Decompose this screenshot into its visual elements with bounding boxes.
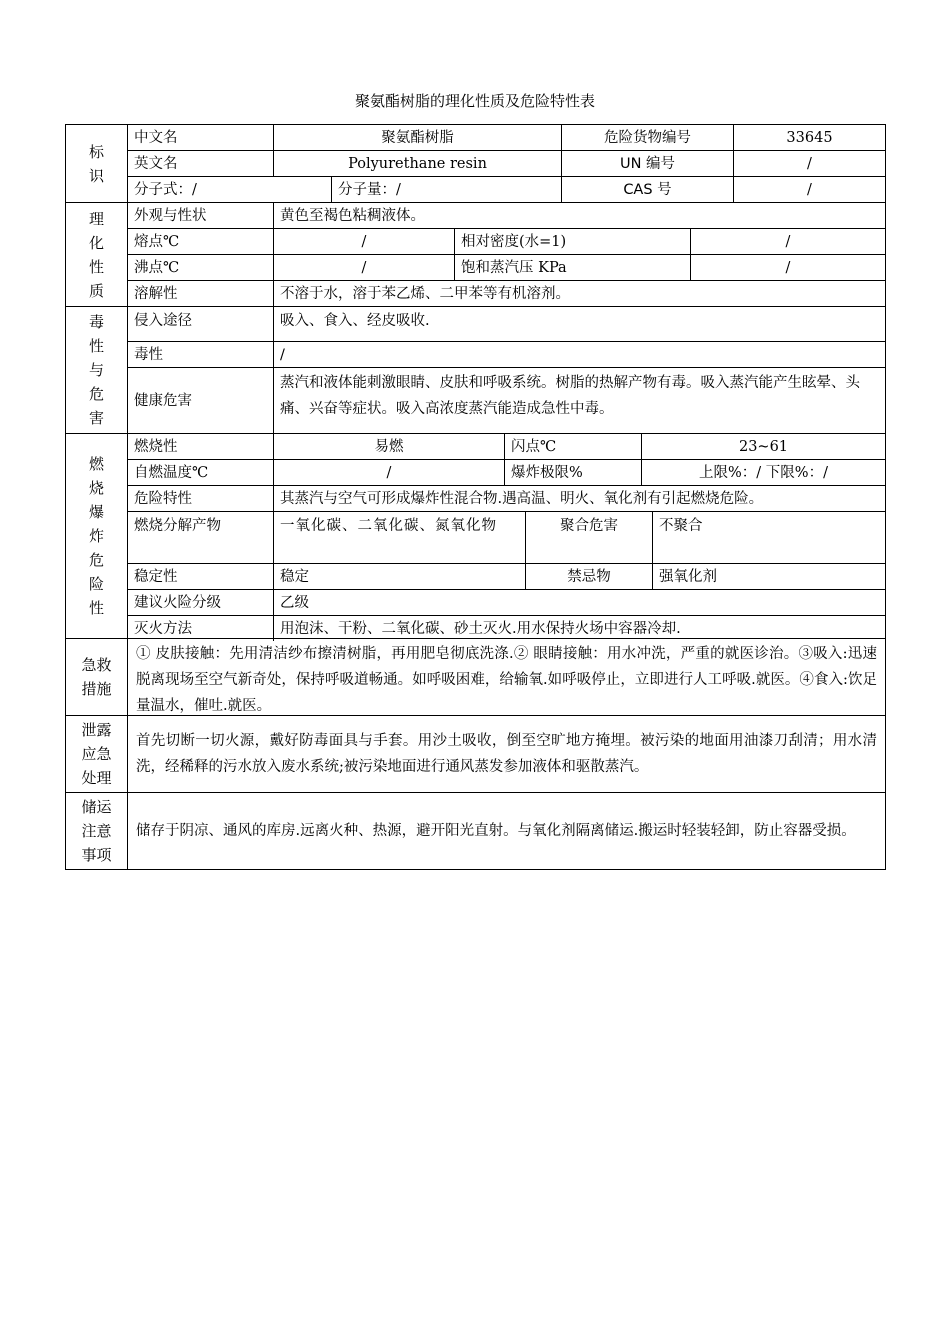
decomposition-label: 燃烧分解产物 — [134, 518, 221, 534]
flash-point-value: 23~61 — [641, 434, 885, 459]
cas-no-label: CAS 号 — [561, 177, 733, 202]
hazard-property-value: 其蒸汽与空气可形成爆炸性混合物.遇高温、明火、氧化剂有引起燃烧危险。 — [273, 486, 885, 511]
flammability-label: 燃烧性 — [134, 438, 178, 455]
density-value: / — [690, 229, 885, 254]
melting-point-label: 熔点℃ — [134, 233, 180, 250]
document-title: 聚氨酯树脂的理化性质及危险特性表 — [354, 92, 595, 110]
section-identification — [66, 125, 885, 202]
incompatible-label: 禁忌物 — [525, 564, 652, 589]
section-leak — [66, 715, 885, 792]
section-label-storage: 储运 注意 事项 — [81, 798, 112, 864]
section-label-fire: 燃 烧 爆 炸 危 险 性 — [88, 455, 104, 617]
polymerization-label: 聚合危害 — [525, 512, 652, 563]
extinguish-value: 用泡沫、干粉、二氧化碳、砂土灭火.用水保持火场中容器冷却. — [273, 616, 885, 641]
section-label-toxicity: 毒 性 与 危 害 — [88, 313, 104, 427]
cas-no-value: / — [733, 177, 885, 202]
leak-text: 首先切断一切火源，戴好防毒面具与手套。用沙土吸收，倒至空旷地方掩埋。被污染的地面用油漆刀刮清；用水清洗，经稀释的污水放入废水系统;被污染地面进行通风蒸发参加液体和驱散蒸汽。 — [136, 733, 877, 775]
explosion-limit-label: 爆炸极限% — [504, 460, 641, 485]
melting-point-value: / — [273, 229, 454, 254]
appearance-value: 黄色至褐色粘稠液体。 — [273, 203, 885, 228]
flash-point-label: 闪点℃ — [504, 434, 641, 459]
fire-class-label: 建议火险分级 — [134, 594, 221, 611]
section-physchem — [66, 202, 885, 306]
dg-no-value: 33645 — [733, 125, 885, 150]
first-aid-text: ① 皮肤接触：先用清洁纱布擦清树脂，再用肥皂彻底洗涤.② 眼睛接触：用水冲洗，严重的就医诊治。③吸入:迅速脱离现场至空气新奇处，保持呼吸道畅通。如呼吸困难，给输氧.如呼吸停止，立即进行人工呼吸.就医。④食入:饮足量温水，催吐.就医。 — [127, 639, 885, 715]
extinguish-label: 灭火方法 — [134, 620, 192, 637]
autoignition-value: / — [273, 460, 504, 485]
health-hazard-label: 健康危害 — [134, 392, 192, 409]
route-label: 侵入途径 — [134, 313, 192, 329]
formula-field: 分子式：/ — [134, 181, 197, 198]
vapor-pressure-value: / — [690, 255, 885, 280]
explosion-limit-value: 上限%：/ 下限%：/ — [641, 460, 885, 485]
section-label-physchem: 理 化 性 质 — [88, 209, 104, 300]
boiling-point-label: 沸点℃ — [134, 259, 180, 276]
un-no-label: UN 编号 — [561, 151, 733, 176]
dg-no-label: 危险货物编号 — [561, 125, 733, 150]
autoignition-label: 自燃温度℃ — [134, 464, 209, 481]
cn-name-label: 中文名 — [134, 129, 178, 146]
incompatible-value: 强氧化剂 — [652, 564, 885, 589]
en-name-label: 英文名 — [134, 155, 178, 172]
section-label-identification: 标 识 — [88, 142, 104, 185]
health-hazard-value: 蒸汽和液体能刺激眼睛、皮肤和呼吸系统。树脂的热解产物有毒。吸入蒸汽能产生眩晕、头痛、兴奋等症状。吸入高浓度蒸汽能造成急性中毒。 — [273, 368, 885, 433]
section-label-first-aid: 急救 措施 — [81, 656, 112, 698]
density-label: 相对密度(水=1) — [454, 229, 690, 254]
flammability-value: 易燃 — [273, 434, 504, 459]
appearance-label: 外观与性状 — [134, 207, 207, 224]
fire-class-value: 乙级 — [273, 590, 885, 615]
route-value: 吸入、食入、经皮吸收. — [273, 307, 885, 341]
section-toxicity — [66, 306, 885, 433]
toxicity-label: 毒性 — [134, 346, 163, 363]
section-storage — [66, 792, 885, 869]
section-fire — [66, 433, 885, 638]
un-no-value: / — [733, 151, 885, 176]
toxicity-value: / — [273, 342, 885, 367]
solubility-value: 不溶于水，溶于苯乙烯、二甲苯等有机溶剂。 — [273, 281, 885, 306]
stability-label: 稳定性 — [134, 568, 178, 585]
en-name-value: Polyurethane resin — [273, 151, 561, 176]
solubility-label: 溶解性 — [134, 285, 178, 302]
hazard-table — [65, 124, 886, 870]
molecular-weight-field: 分子量：/ — [331, 177, 561, 202]
section-label-leak: 泄露 应急 处理 — [81, 721, 112, 787]
vapor-pressure-label: 饱和蒸汽压 KPa — [454, 255, 690, 280]
section-first-aid — [66, 638, 885, 715]
cn-name-value: 聚氨酯树脂 — [273, 125, 561, 150]
boiling-point-value: / — [273, 255, 454, 280]
storage-text: 储存于阴凉、通风的库房.远离火种、热源，避开阳光直射。与氧化剂隔离储运.搬运时轻装轻卸，防止容器受损。 — [136, 823, 856, 839]
decomposition-value: 一氧化碳、二氧化碳、氮氧化物 — [273, 512, 525, 563]
hazard-property-label: 危险特性 — [134, 490, 192, 507]
stability-value: 稳定 — [273, 564, 525, 589]
polymerization-value: 不聚合 — [652, 512, 885, 563]
